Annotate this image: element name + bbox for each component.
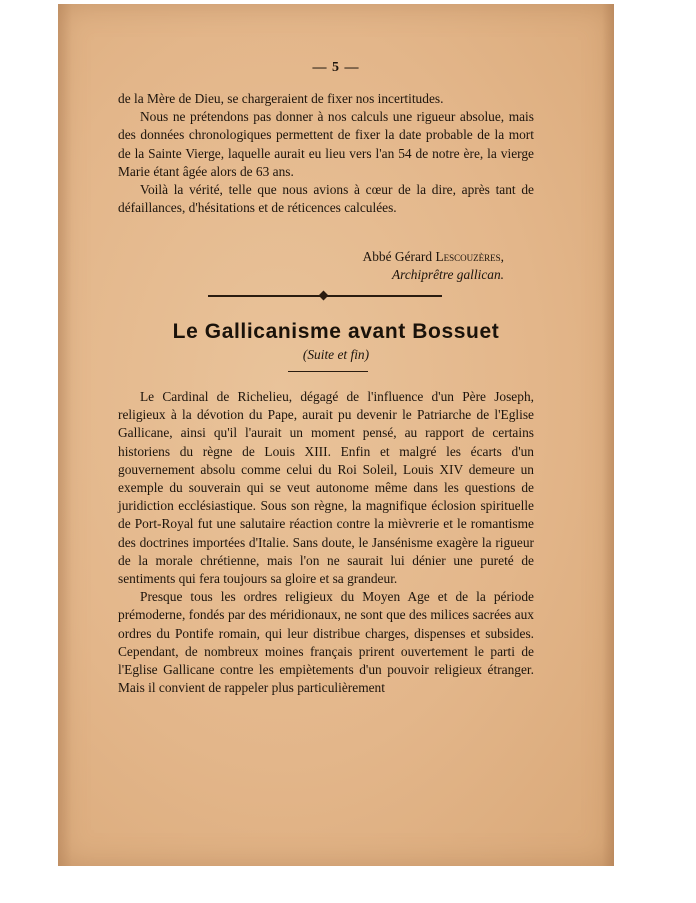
paper-page: [58, 4, 614, 866]
signature-surname: Lescouzères,: [435, 249, 504, 264]
article-paragraph-1: Le Cardinal de Richelieu, dégagé de l'influence d'un Père Joseph, religieux à la dévotion du Pape, aurait pu devenir le Patriarche de l'Eglise Gallicane, ainsi qu'il l'aurait un moment pensé, au rapport de certains historiens du règne de Louis XIII. Enfin et malgré les écarts d'un gouvernement absolu comme celui du Roi Soleil, Louis XIV demeure un exemple du souverain qui se veut autonome même dans les questions de juridiction ecclésiastique. Sous son règne, la magnifique éclosion spirituelle de Port-Royal fut une salutaire réaction contre la mièvrerie et le romantisme des doctrines importées d'Italie. Sans doute, le Jansénisme exagère la rigueur de la morale chrétienne, mais l'on ne saurait lui dénier une pureté de sentiments qui fera toujours sa gloire et sa grandeur.: [118, 389, 534, 587]
intro-paragraph-1: de la Mère de Dieu, se chargeraient de fixer nos incertitudes.: [118, 91, 444, 106]
intro-text: [118, 90, 534, 217]
page-number: — 5 —: [312, 60, 360, 75]
divider-diamond: [319, 291, 329, 301]
signature-first-name: Abbé Gérard: [362, 249, 433, 264]
article-title: Le Gallicanisme avant Bossuet: [172, 320, 500, 343]
intro-paragraph-3: Voilà la vérité, telle que nous avions à cœur de la dire, après tant de défaillances, d'hésitations et de réticences calculées.: [118, 182, 534, 216]
intro-paragraph-2: Nous ne prétendons pas donner à nos calculs une rigueur absolue, mais des données chronologiques permettent de fixer la date probable de la mort de la Sainte Vierge, laquelle aurait eu lieu vers l'an 54 de notre ère, la vierge Marie étant âgée alors de 63 ans.: [118, 109, 534, 179]
signature-block: [118, 248, 534, 284]
signature-name: [118, 248, 504, 266]
article-body: [118, 388, 534, 697]
article-paragraph-2: Presque tous les ordres religieux du Moyen Age et de la période prémoderne, fondés par des méridionaux, ne sont que des milices sacrées aux ordres du Pontife romain, qui leur distribue charges, dispenses et subsides. Cependant, de nombreux moines français prirent ouvertement le parti de l'Eglise Gallicane contre les empiètements d'un pouvoir religieux étranger. Mais il convient de rappeler plus particulièrement: [118, 589, 534, 696]
article-subtitle: (Suite et fin): [302, 347, 370, 362]
section-divider: [208, 291, 442, 301]
subtitle-rule: [288, 371, 368, 372]
signature-title: Archiprêtre gallican.: [391, 267, 504, 283]
